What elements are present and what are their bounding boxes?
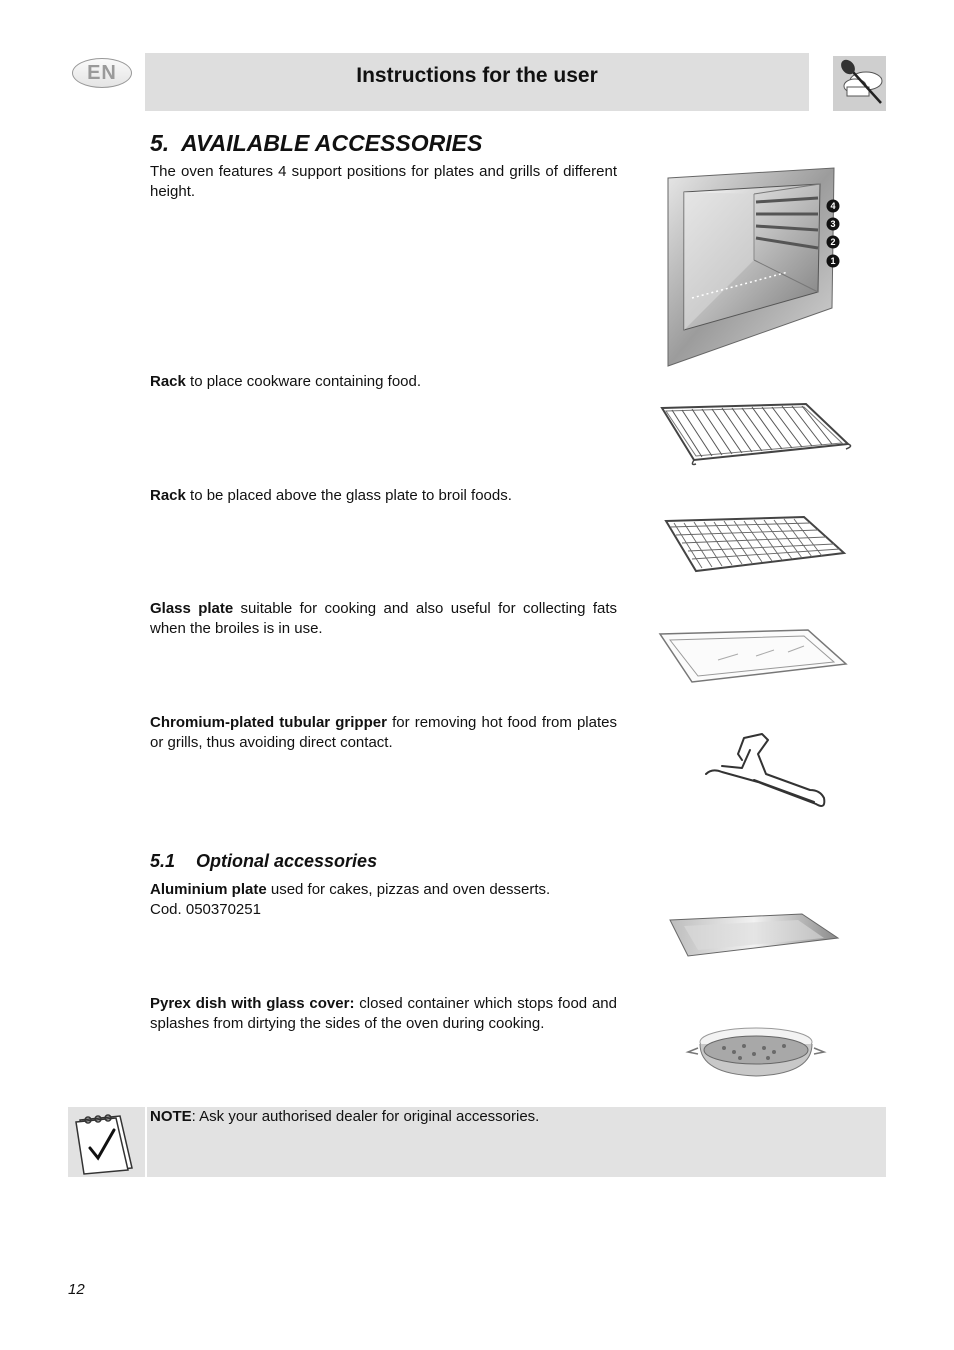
page-number: 12 bbox=[68, 1281, 85, 1298]
note-label: NOTE bbox=[150, 1108, 192, 1125]
oven-cavity-illustration bbox=[668, 168, 836, 368]
accessory-name: Rack bbox=[150, 373, 186, 390]
language-badge: EN bbox=[72, 58, 132, 88]
position-3-label: 3 bbox=[830, 219, 836, 229]
optional-pyrex-dish bbox=[150, 994, 617, 1034]
accessory-description: for removing hot food from plates or grills, thus avoiding direct contact. bbox=[150, 714, 617, 751]
note-body: : Ask your authorised dealer for original accessories. bbox=[191, 1108, 540, 1125]
note-text bbox=[150, 1107, 539, 1127]
accessory-description: to place cookware containing food. bbox=[185, 373, 422, 390]
rack-illustration bbox=[658, 402, 850, 464]
accessory-description: suitable for cooking and also useful for collecting fats when the broiles is in use. bbox=[150, 600, 617, 637]
accessory-rack-1 bbox=[150, 372, 617, 392]
accessory-rack-2 bbox=[150, 486, 617, 506]
subsection-title-text: Optional accessories bbox=[196, 851, 378, 871]
glass-plate-illustration bbox=[658, 628, 848, 684]
section-title-text: AVAILABLE ACCESSORIES bbox=[181, 130, 483, 156]
accessory-gripper bbox=[150, 713, 617, 753]
chef-hat-spoon-icon bbox=[833, 56, 886, 111]
page-header-title: Instructions for the user bbox=[356, 64, 598, 87]
optional-aluminium-plate bbox=[150, 880, 617, 920]
accessory-name: Aluminium plate bbox=[150, 881, 267, 898]
intro-paragraph: The oven features 4 support positions for plates and grills of different height. bbox=[150, 163, 617, 200]
accessory-name: Glass plate bbox=[150, 600, 234, 617]
position-4-label: 4 bbox=[830, 201, 836, 211]
note-divider bbox=[145, 1107, 147, 1177]
accessory-name: Chromium-plated tubular gripper bbox=[150, 714, 387, 731]
accessory-code: Cod. 050370251 bbox=[150, 901, 261, 918]
broil-rack-illustration bbox=[662, 515, 846, 573]
section-number: 5. bbox=[150, 130, 170, 156]
accessory-description: to be placed above the glass plate to broil foods. bbox=[185, 487, 512, 504]
accessory-glass-plate bbox=[150, 599, 617, 639]
position-1-label: 1 bbox=[830, 256, 836, 266]
accessory-name: Pyrex dish with glass cover: bbox=[150, 995, 355, 1012]
aluminium-plate-illustration bbox=[668, 912, 840, 958]
position-2-label: 2 bbox=[830, 237, 836, 247]
pyrex-dish-illustration bbox=[684, 1018, 830, 1080]
accessory-name: Rack bbox=[150, 487, 186, 504]
accessory-description: closed container which stops food and splashes from dirtying the sides of the oven during cooking. bbox=[150, 995, 617, 1032]
section-title bbox=[150, 130, 482, 157]
accessory-description: used for cakes, pizzas and oven desserts. bbox=[266, 881, 551, 898]
gripper-illustration bbox=[704, 728, 832, 814]
subsection-title bbox=[150, 851, 377, 872]
subsection-number: 5.1 bbox=[150, 851, 176, 871]
notepad-check-icon bbox=[74, 1112, 134, 1174]
